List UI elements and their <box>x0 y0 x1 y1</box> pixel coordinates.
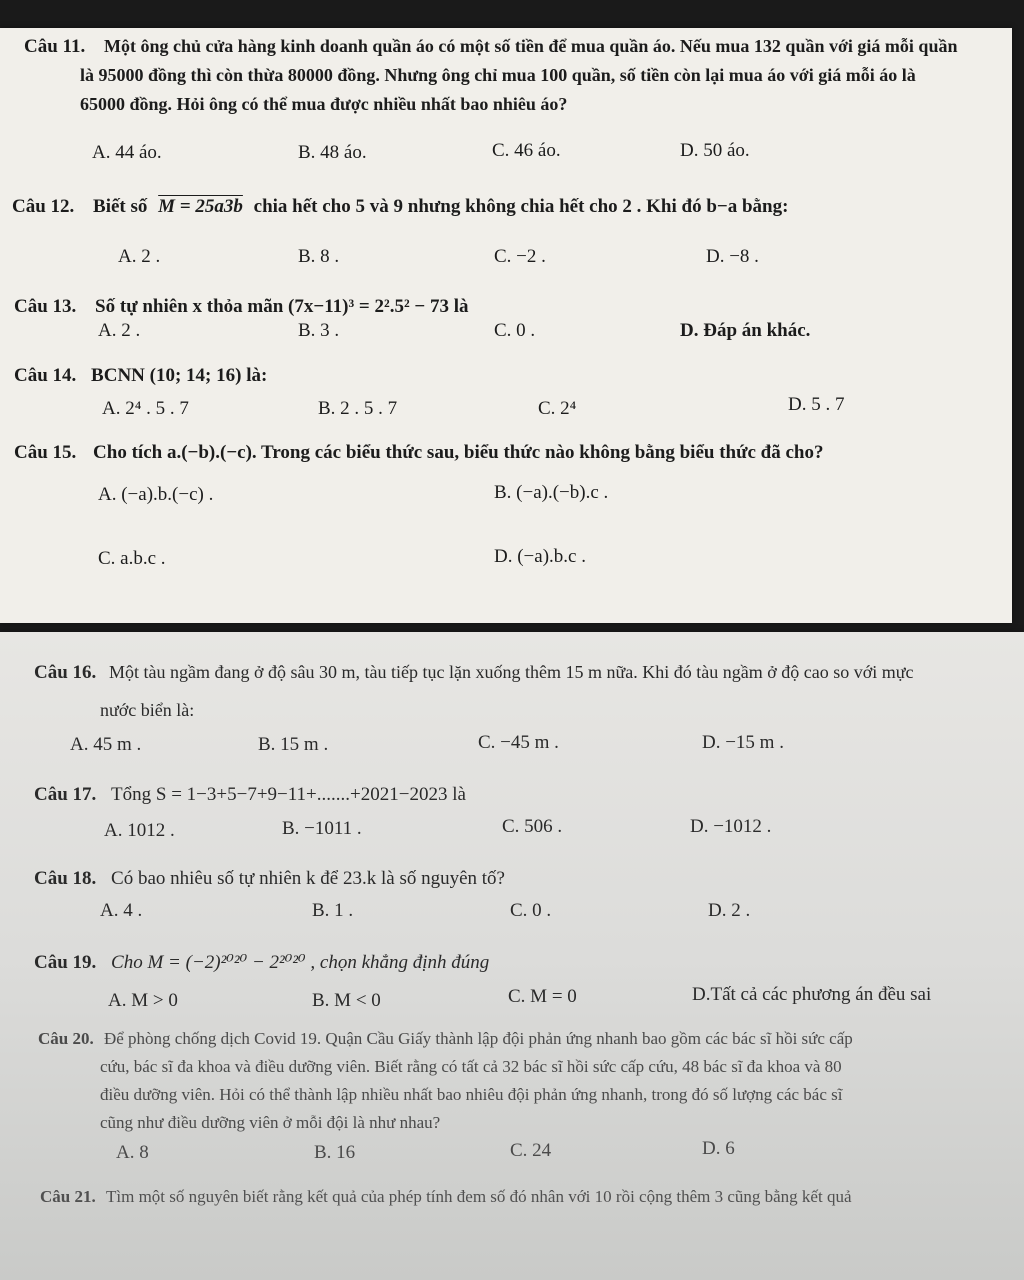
question-number: Câu 17. <box>34 784 97 805</box>
option-a[interactable]: A. 4 . <box>100 900 143 921</box>
option-c[interactable]: C. 46 áo. <box>492 140 561 161</box>
question-number: Câu 13. <box>14 296 77 317</box>
question-12 <box>12 192 788 221</box>
question-number: Câu 16. <box>34 662 97 683</box>
question-text-line: là 95000 đồng thì còn thừa 80000 đồng. Nhưng ông chỉ mua 100 quần, số tiền còn lại mua áo với giá mỗi áo là <box>80 65 916 85</box>
option-c[interactable]: C. 0 . <box>494 320 536 341</box>
option-b[interactable]: B. (−a).(−b).c . <box>494 482 609 503</box>
option-d[interactable]: D.Tất cả các phương án đều sai <box>692 984 932 1005</box>
question-number: Câu 12. <box>12 196 75 217</box>
question-21 <box>40 1182 852 1211</box>
question-text: BCNN (10; 14; 16) là: <box>91 365 268 386</box>
option-a[interactable]: A. M > 0 <box>108 990 178 1011</box>
option-b[interactable]: B. 2 . 5 . 7 <box>318 398 398 419</box>
question-text: Cho M = (−2)²⁰²⁰ − 2²⁰²⁰ , chọn khẳng định đúng <box>111 952 490 973</box>
option-b[interactable]: B. 3 . <box>298 320 340 341</box>
option-a[interactable]: A. 2 . <box>98 320 141 341</box>
option-d[interactable]: D. 6 <box>702 1138 735 1159</box>
question-18 <box>34 864 505 893</box>
math-expression: M = 25a3b <box>158 196 243 217</box>
option-b[interactable]: B. M < 0 <box>312 990 381 1011</box>
page-top <box>0 28 1012 623</box>
option-d[interactable]: D. Đáp án khác. <box>680 320 811 341</box>
question-text-line: cứu, bác sĩ đa khoa và điều dưỡng viên. Biết rằng có tất cả 32 bác sĩ hồi sức cấp cứu, 48 bác sĩ đa khoa và 80 <box>100 1057 842 1076</box>
question-13 <box>14 292 469 321</box>
option-c[interactable]: C. M = 0 <box>508 986 577 1007</box>
question-text-line: cũng như điều dưỡng viên ở mỗi đội là như nhau? <box>100 1113 441 1132</box>
option-d[interactable]: D. 2 . <box>708 900 751 921</box>
option-c[interactable]: C. −2 . <box>494 246 546 267</box>
option-c[interactable]: C. 506 . <box>502 816 563 837</box>
question-number: Câu 21. <box>40 1187 96 1206</box>
option-a[interactable]: A. (−a).b.(−c) . <box>98 484 214 505</box>
question-text: Tổng S = 1−3+5−7+9−11+.......+2021−2023 là <box>111 784 466 805</box>
question-14 <box>14 361 267 390</box>
question-text-line: nước biển là: <box>100 700 195 720</box>
question-number: Câu 18. <box>34 868 97 889</box>
option-d[interactable]: D. −1012 . <box>690 816 772 837</box>
question-text: Cho tích a.(−b).(−c). Trong các biểu thức sau, biểu thức nào không bằng biểu thức đã cho? <box>93 442 824 463</box>
question-number: Câu 14. <box>14 365 77 386</box>
question-number: Câu 11. <box>24 36 86 57</box>
option-b[interactable]: B. 16 <box>314 1142 356 1163</box>
option-c[interactable]: C. −45 m . <box>478 732 559 753</box>
option-a[interactable]: A. 8 <box>116 1142 149 1163</box>
question-16 <box>34 658 1004 687</box>
question-text: Số tự nhiên x thỏa mãn (7x−11)³ = 2².5² − 73 là <box>95 296 469 317</box>
question-text-line: 65000 đồng. Hỏi ông có thể mua được nhiều nhất bao nhiêu áo? <box>80 94 568 114</box>
question-text: Có bao nhiêu số tự nhiên k để 23.k là số nguyên tố? <box>111 868 505 889</box>
question-number: Câu 15. <box>14 442 77 463</box>
option-d[interactable]: D. (−a).b.c . <box>494 546 586 567</box>
question-text-line: Để phòng chống dịch Covid 19. Quận Cầu Giấy thành lập đội phản ứng nhanh bao gồm các bác sĩ hồi sức cấp <box>103 1029 853 1048</box>
question-text: Tìm một số nguyên biết rằng kết quả của phép tính đem số đó nhân với 10 rồi cộng thêm 3 cũng bằng kết quả <box>105 1187 852 1206</box>
option-b[interactable]: B. 48 áo. <box>298 142 367 163</box>
option-b[interactable]: B. 15 m . <box>258 734 329 755</box>
option-c[interactable]: C. a.b.c . <box>98 548 166 569</box>
question-text: Biết số <box>93 196 148 217</box>
question-11 <box>24 32 994 61</box>
option-d[interactable]: D. 50 áo. <box>680 140 750 161</box>
option-b[interactable]: B. −1011 . <box>282 818 362 839</box>
option-a[interactable]: A. 2⁴ . 5 . 7 <box>102 398 189 419</box>
option-c[interactable]: C. 2⁴ <box>538 398 577 419</box>
question-text: chia hết cho 5 và 9 nhưng không chia hết cho 2 . Khi đó b−a bằng: <box>253 196 789 217</box>
option-a[interactable]: A. 45 m . <box>70 734 142 755</box>
question-number: Câu 19. <box>34 952 97 973</box>
option-d[interactable]: D. −15 m . <box>702 732 784 753</box>
option-b[interactable]: B. 1 . <box>312 900 354 921</box>
question-19 <box>34 948 489 977</box>
page-bottom <box>0 632 1024 1280</box>
option-d[interactable]: D. −8 . <box>706 246 759 267</box>
option-b[interactable]: B. 8 . <box>298 246 340 267</box>
option-d[interactable]: D. 5 . 7 <box>788 394 845 415</box>
question-15 <box>14 438 824 467</box>
option-c[interactable]: C. 0 . <box>510 900 552 921</box>
question-text-line: Một ông chủ cửa hàng kinh doanh quần áo có một số tiền để mua quần áo. Nếu mua 132 quần với giá mỗi quần <box>104 36 958 56</box>
question-text-line: điều dưỡng viên. Hỏi có thể thành lập nhiều nhất bao nhiêu đội phản ứng nhanh, trong đó số lượng các bác sĩ <box>100 1085 843 1104</box>
option-a[interactable]: A. 44 áo. <box>92 142 162 163</box>
option-a[interactable]: A. 2 . <box>118 246 161 267</box>
option-a[interactable]: A. 1012 . <box>104 820 175 841</box>
question-20 <box>38 1024 853 1053</box>
question-17 <box>34 780 466 809</box>
question-number: Câu 20. <box>38 1029 94 1048</box>
option-c[interactable]: C. 24 <box>510 1140 552 1161</box>
question-text-line: Một tàu ngầm đang ở độ sâu 30 m, tàu tiếp tục lặn xuống thêm 15 m nữa. Khi đó tàu ngầm ở độ cao so với mực <box>109 662 914 682</box>
